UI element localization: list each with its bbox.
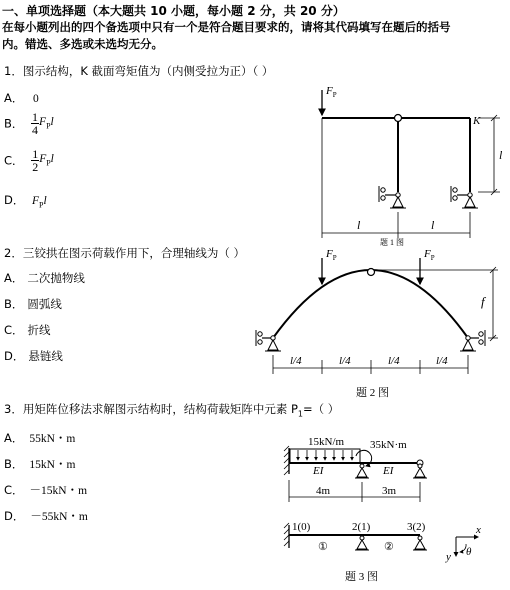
section-instruction-2: 内。错选、多选或未选均无分。 bbox=[2, 37, 163, 51]
q2-right-support bbox=[460, 330, 485, 351]
q2-option-b bbox=[4, 296, 62, 312]
q1-option-b-sub: P bbox=[46, 121, 51, 131]
q3-option-a-label: A． bbox=[4, 431, 24, 445]
q1-option-d-label: D． bbox=[4, 193, 25, 207]
q3-stem-text: 3．用矩阵位移法求解图示结构时，结构荷载矩阵中元素 P bbox=[4, 402, 298, 416]
q1-dim-left-label: l bbox=[357, 218, 361, 232]
q2-load-right-label: $F_P$ bbox=[424, 248, 435, 262]
q3-elem2: ② bbox=[384, 541, 394, 553]
q3-right-support-bottom bbox=[413, 536, 427, 550]
q3-ei-right: EI bbox=[383, 465, 394, 477]
q2-option-c-label: C． bbox=[4, 323, 24, 337]
q1-option-d-l: l bbox=[43, 195, 47, 207]
q2-rise-label: f bbox=[481, 294, 485, 309]
q3-stem bbox=[4, 401, 339, 418]
q2-left-support bbox=[256, 330, 281, 351]
q3-middle-support-top bbox=[355, 464, 369, 478]
q3-ei-left: EI bbox=[313, 465, 324, 477]
q2-stem: 2．三铰拱在图示荷载作用下，合理轴线为（ ） bbox=[4, 246, 245, 260]
q2-option-d-text: 悬链线 bbox=[28, 349, 63, 363]
q3-moment-arc bbox=[356, 450, 372, 466]
q3-middle-support-bottom bbox=[355, 536, 369, 550]
q3-udl-box bbox=[290, 449, 360, 463]
section-title: 一、单项选择题（本大题共 10 小题，每小题 2 分，共 20 分） bbox=[2, 4, 345, 18]
q1-option-c-l: l bbox=[50, 153, 54, 166]
q2-caption: 题 2 图 bbox=[356, 387, 389, 399]
q1-option-d-sub: P bbox=[39, 200, 44, 210]
q1-stem: 1．图示结构，K 截面弯矩值为（内侧受拉为正）（ ） bbox=[4, 64, 274, 78]
q1-left-support bbox=[379, 186, 406, 208]
q1-option-d bbox=[4, 192, 47, 209]
q1-option-c bbox=[4, 148, 54, 173]
q2-span-label-1: l/4 bbox=[290, 355, 302, 367]
q1-load-label: $F_P$ bbox=[326, 85, 337, 99]
q1-caption: 题 1 图 bbox=[380, 238, 404, 247]
q2-load-left-label: $F_P$ bbox=[326, 248, 337, 262]
q1-option-b-numerator: 1 bbox=[32, 110, 39, 124]
q1-option-c-label: C． bbox=[4, 153, 24, 168]
q2-option-c bbox=[4, 322, 51, 338]
q2-option-d bbox=[4, 348, 63, 364]
q1-right-support bbox=[451, 186, 478, 208]
q3-option-b-label: B． bbox=[4, 457, 24, 471]
q3-node2: 2(1) bbox=[352, 521, 371, 533]
q3-option-c-label: C． bbox=[4, 483, 24, 497]
q3-moment-label: 35kN·m bbox=[370, 439, 407, 451]
q2-option-d-label: D． bbox=[4, 349, 25, 363]
q3-axis-y: y bbox=[446, 551, 451, 563]
q3-len-left: 4m bbox=[316, 485, 331, 497]
q1-option-a-label: A． bbox=[4, 91, 24, 105]
q1-option-b bbox=[4, 111, 54, 136]
q3-node3: 3(2) bbox=[407, 521, 426, 533]
q3-udl-label: 15kN/m bbox=[308, 436, 345, 448]
q1-option-b-fraction bbox=[31, 111, 39, 136]
q3-udl-arrows bbox=[298, 450, 352, 460]
q1-option-c-numerator: 1 bbox=[32, 147, 39, 161]
q2-span-label-3: l/4 bbox=[388, 355, 400, 367]
q3-len-right: 3m bbox=[382, 485, 397, 497]
q1-option-c-sub: P bbox=[46, 158, 51, 168]
q1-option-b-l: l bbox=[50, 116, 54, 129]
q2-span-label-2: l/4 bbox=[339, 355, 351, 367]
q3-option-b-text: 15kN・m bbox=[29, 459, 76, 471]
q1-option-c-denominator: 2 bbox=[32, 160, 39, 174]
q2-crown-hinge bbox=[368, 269, 375, 276]
q3-option-d-text: －55kN・m bbox=[30, 511, 88, 523]
q3-right-support-top bbox=[413, 464, 427, 478]
q3-stem-tail: =（ ） bbox=[303, 402, 340, 416]
q1-hinge bbox=[395, 115, 402, 122]
q2-option-b-text: 圆弧线 bbox=[27, 297, 62, 311]
q3-axis-x: x bbox=[476, 524, 481, 536]
section-instruction-1: 在每小题列出的四个备选项中只有一个是符合题目要求的，请将其代码填写在题后的括号 bbox=[2, 20, 451, 34]
q3-option-a-text: 55kN・m bbox=[29, 433, 76, 445]
q2-span-label-4: l/4 bbox=[436, 355, 448, 367]
q1-option-b-label: B． bbox=[4, 116, 24, 131]
q3-caption: 题 3 图 bbox=[345, 571, 378, 583]
q3-elem1: ① bbox=[318, 541, 328, 553]
q1-option-b-denominator: 4 bbox=[32, 123, 39, 137]
q2-arch bbox=[273, 270, 468, 338]
q1-k-label: K bbox=[473, 115, 481, 127]
q1-option-c-f: F bbox=[39, 153, 47, 166]
q3-option-c-text: －15kN・m bbox=[29, 485, 88, 497]
q2-option-a-label: A． bbox=[4, 271, 24, 285]
q3-option-a bbox=[4, 430, 75, 446]
q3-stem-sub: 1 bbox=[297, 409, 303, 419]
q1-option-b-f: F bbox=[39, 116, 47, 129]
q1-option-a-value: 0 bbox=[33, 93, 39, 105]
q1-dim-right-label: l bbox=[431, 218, 435, 232]
q2-option-a bbox=[4, 270, 85, 286]
q2-option-c-text: 折线 bbox=[27, 323, 51, 337]
q1-option-a bbox=[4, 90, 39, 106]
q3-axes-icon bbox=[456, 537, 478, 556]
q3-node1: 1(0) bbox=[292, 521, 311, 533]
q3-option-b bbox=[4, 456, 75, 472]
q3-option-d bbox=[4, 508, 88, 524]
q2-option-a-text: 二次抛物线 bbox=[27, 271, 85, 285]
q3-fixed-support-top bbox=[284, 446, 289, 475]
q3-option-c bbox=[4, 482, 87, 498]
q3-fixed-support-bottom bbox=[284, 523, 289, 548]
q1-dim-vertical-label: l bbox=[499, 148, 503, 162]
q3-axis-theta: θ bbox=[466, 546, 472, 558]
q1-option-c-fraction bbox=[31, 148, 39, 173]
q3-option-d-label: D． bbox=[4, 509, 25, 523]
q2-option-b-label: B． bbox=[4, 297, 24, 311]
q1-option-d-f: F bbox=[32, 195, 40, 207]
